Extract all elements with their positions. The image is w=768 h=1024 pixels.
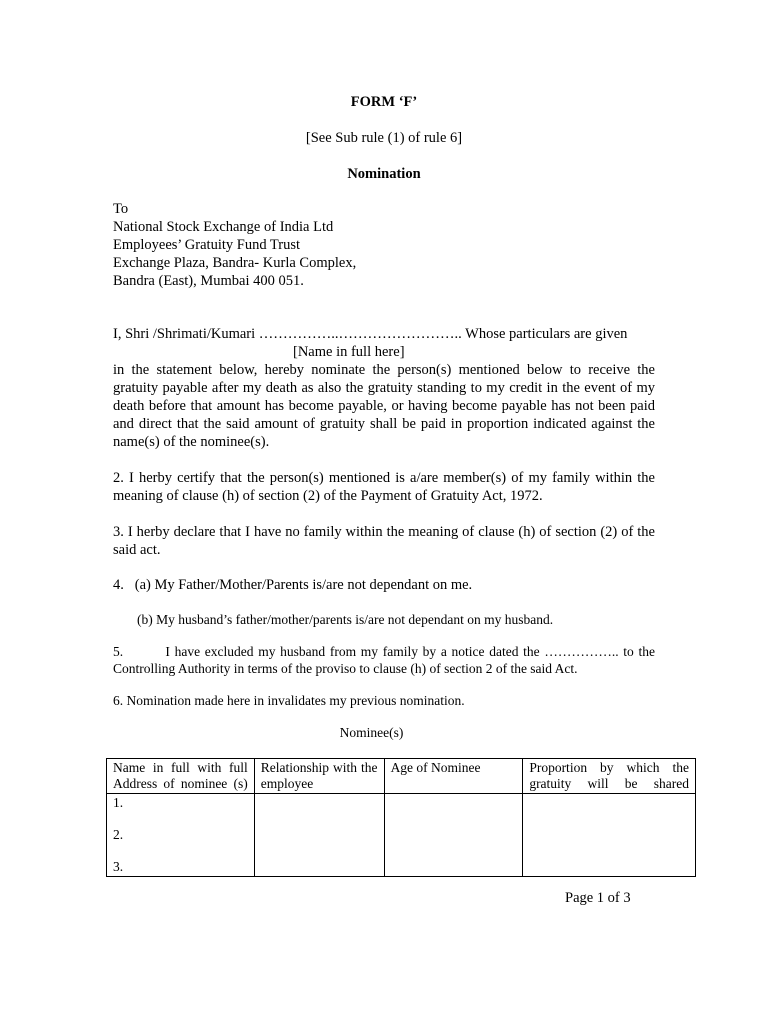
- nominee-name-cell[interactable]: [107, 794, 255, 877]
- clause-6: 6. Nomination made here in invalidates my previous nomination.: [113, 693, 465, 708]
- clause-3: 3. I herby declare that I have no family within the meaning of clause (h) of section (2) of the said act.: [113, 524, 655, 558]
- nominee-table: [106, 758, 696, 877]
- nomination-heading: Nomination: [347, 166, 421, 182]
- clause-5: 5. I have excluded my husband from my family by a notice dated the …………….. to the Controlling Authority in terms of the proviso to clause (h) of section 2 of the said Act.: [113, 644, 659, 676]
- row-number: 2.: [113, 827, 124, 842]
- declaration-body: in the statement below, hereby nominate the person(s) mentioned below to receive the gratuity payable after my death as also the gratuity standing to my credit in the event of my death before that amount has become payable, or having become payable has not been paid and direct that the said amount of gratuity shall be paid in proportion indicated against the name(s) of the nominee(s).: [113, 362, 655, 450]
- address-line: Bandra (East), Mumbai 400 051.: [113, 273, 304, 289]
- clause-2: 2. I herby certify that the person(s) mentioned is a/are member(s) of my family within the meaning of clause (h) of section (2) of the Payment of Gratuity Act, 1972.: [113, 470, 655, 504]
- column-header-name-address: Name in full with full Address of nominee (s): [107, 759, 255, 794]
- column-header-proportion: Proportion by which the gratuity will be shared: [523, 759, 696, 794]
- column-header-relationship: Relationship with the employee: [254, 759, 384, 794]
- row-number: 3.: [113, 859, 124, 874]
- clause-4a: 4. (a) My Father/Mother/Parents is/are not dependant on me.: [113, 577, 473, 593]
- clause-4b: (b) My husband’s father/mother/parents is/are not dependant on my husband.: [137, 612, 554, 627]
- name-hint: [Name in full here]: [293, 344, 405, 360]
- nominees-heading: Nominee(s): [339, 725, 404, 740]
- table-row: [107, 794, 696, 877]
- row-number: 1.: [113, 795, 124, 810]
- sub-rule-reference: [See Sub rule (1) of rule 6]: [305, 130, 463, 146]
- address-line: National Stock Exchange of India Ltd: [113, 219, 334, 235]
- column-header-age: Age of Nominee: [384, 759, 523, 794]
- table-header-row: [107, 759, 696, 794]
- recipient-address: [113, 200, 356, 290]
- address-line: Employees’ Gratuity Fund Trust: [113, 237, 301, 253]
- declaration-name-line: I, Shri /Shrimati/Kumari ……………..…………………….. Whose particulars are given: [113, 326, 628, 342]
- address-line: Exchange Plaza, Bandra- Kurla Complex,: [113, 255, 357, 271]
- relationship-cell[interactable]: [254, 794, 384, 877]
- page-number: Page 1 of 3: [565, 890, 631, 906]
- address-to: To: [113, 201, 129, 217]
- proportion-cell[interactable]: [523, 794, 696, 877]
- age-cell[interactable]: [384, 794, 523, 877]
- form-title: FORM ‘F’: [350, 94, 418, 110]
